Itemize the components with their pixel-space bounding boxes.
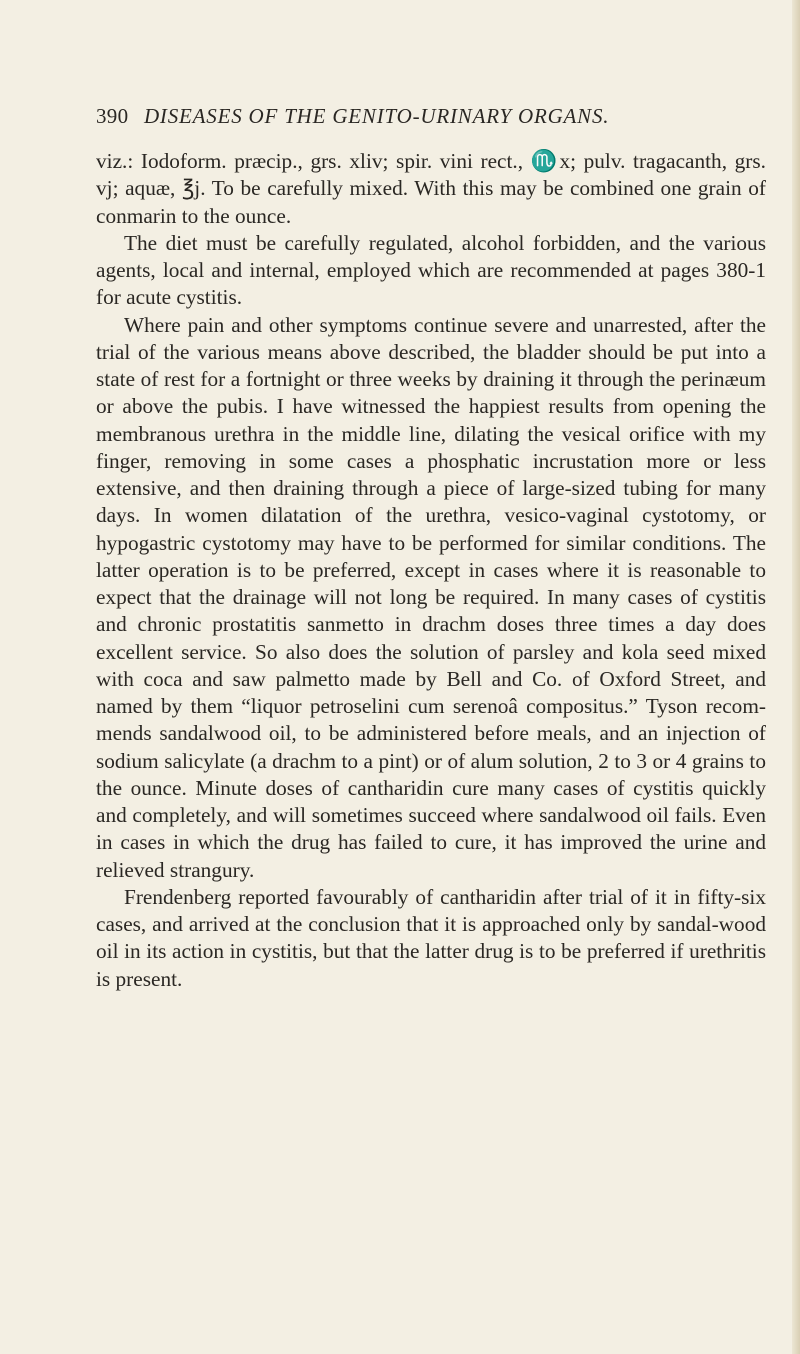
paragraph-diet: The diet must be carefully regulated, alcohol forbidden, and the various agents, local and internal, employed which are recommended at pages 380-1 for acute cystitis. <box>96 230 766 310</box>
page-number: 390 <box>96 104 129 128</box>
paragraph-cantharidin: Frendenberg reported favourably of cantharidin after trial of it in fifty-six cases, and arrived at the conclusion that it is approached only by sandal-wood oil in its action in cystitis, but that the latter drug is to be preferred if urethritis is present. <box>96 884 766 991</box>
running-head: DISEASES OF THE GENITO-URINARY ORGANS. <box>143 104 610 128</box>
page-header <box>96 104 776 129</box>
page-edge <box>792 0 800 1354</box>
paragraph-treatment: Where pain and other symptoms continue severe and unarrested, after the trial of the various means above described, the bladder should be put into a state of rest for a fortnight or three weeks by draining it through the perinæum or above the pubis. I have witnessed the happiest results from opening the membranous urethra in the middle line, dilating the vesical orifice with my finger, removing in some cases a phosphatic incrustation more or less extensive, and then draining through a piece of large-sized tubing for many days. In women dilatation of the urethra, vesico-vaginal cystotomy, or hypogastric cystotomy may have to be performed for similar conditions. The latter operation is to be preferred, except in cases where it is reasonable to expect that the drainage will not long be required. In many cases of cystitis and chronic prostatitis sanmetto in drachm doses three times a day does excellent service. So also does the solution of parsley and kola seed mixed with coca and saw palmetto made by Bell and Co. of Oxford Street, and named by them “liquor petroselini cum serenoâ compositus.” Tyson recommends sandalwood oil, to be administered before meals, and an injection of sodium salicylate (a drachm to a pint) or of alum solution, 2 to 3 or 4 grains to the ounce. Minute doses of cantharidin cure many cases of cystitis quickly and completely, and will sometimes succeed where sandalwood oil fails. Even in cases in which the drug has failed to cure, it has improved the urine and relieved strangury. <box>96 312 766 882</box>
page-body <box>96 148 766 993</box>
paragraph-prescription: viz.: Iodoform. præcip., grs. xliv; spir. vini rect., ♏x; pulv. tragacanth, grs. vj; aquæ, ℥j. To be carefully mixed. With this may be combined one grain of conmarin to the ounce. <box>96 149 766 228</box>
